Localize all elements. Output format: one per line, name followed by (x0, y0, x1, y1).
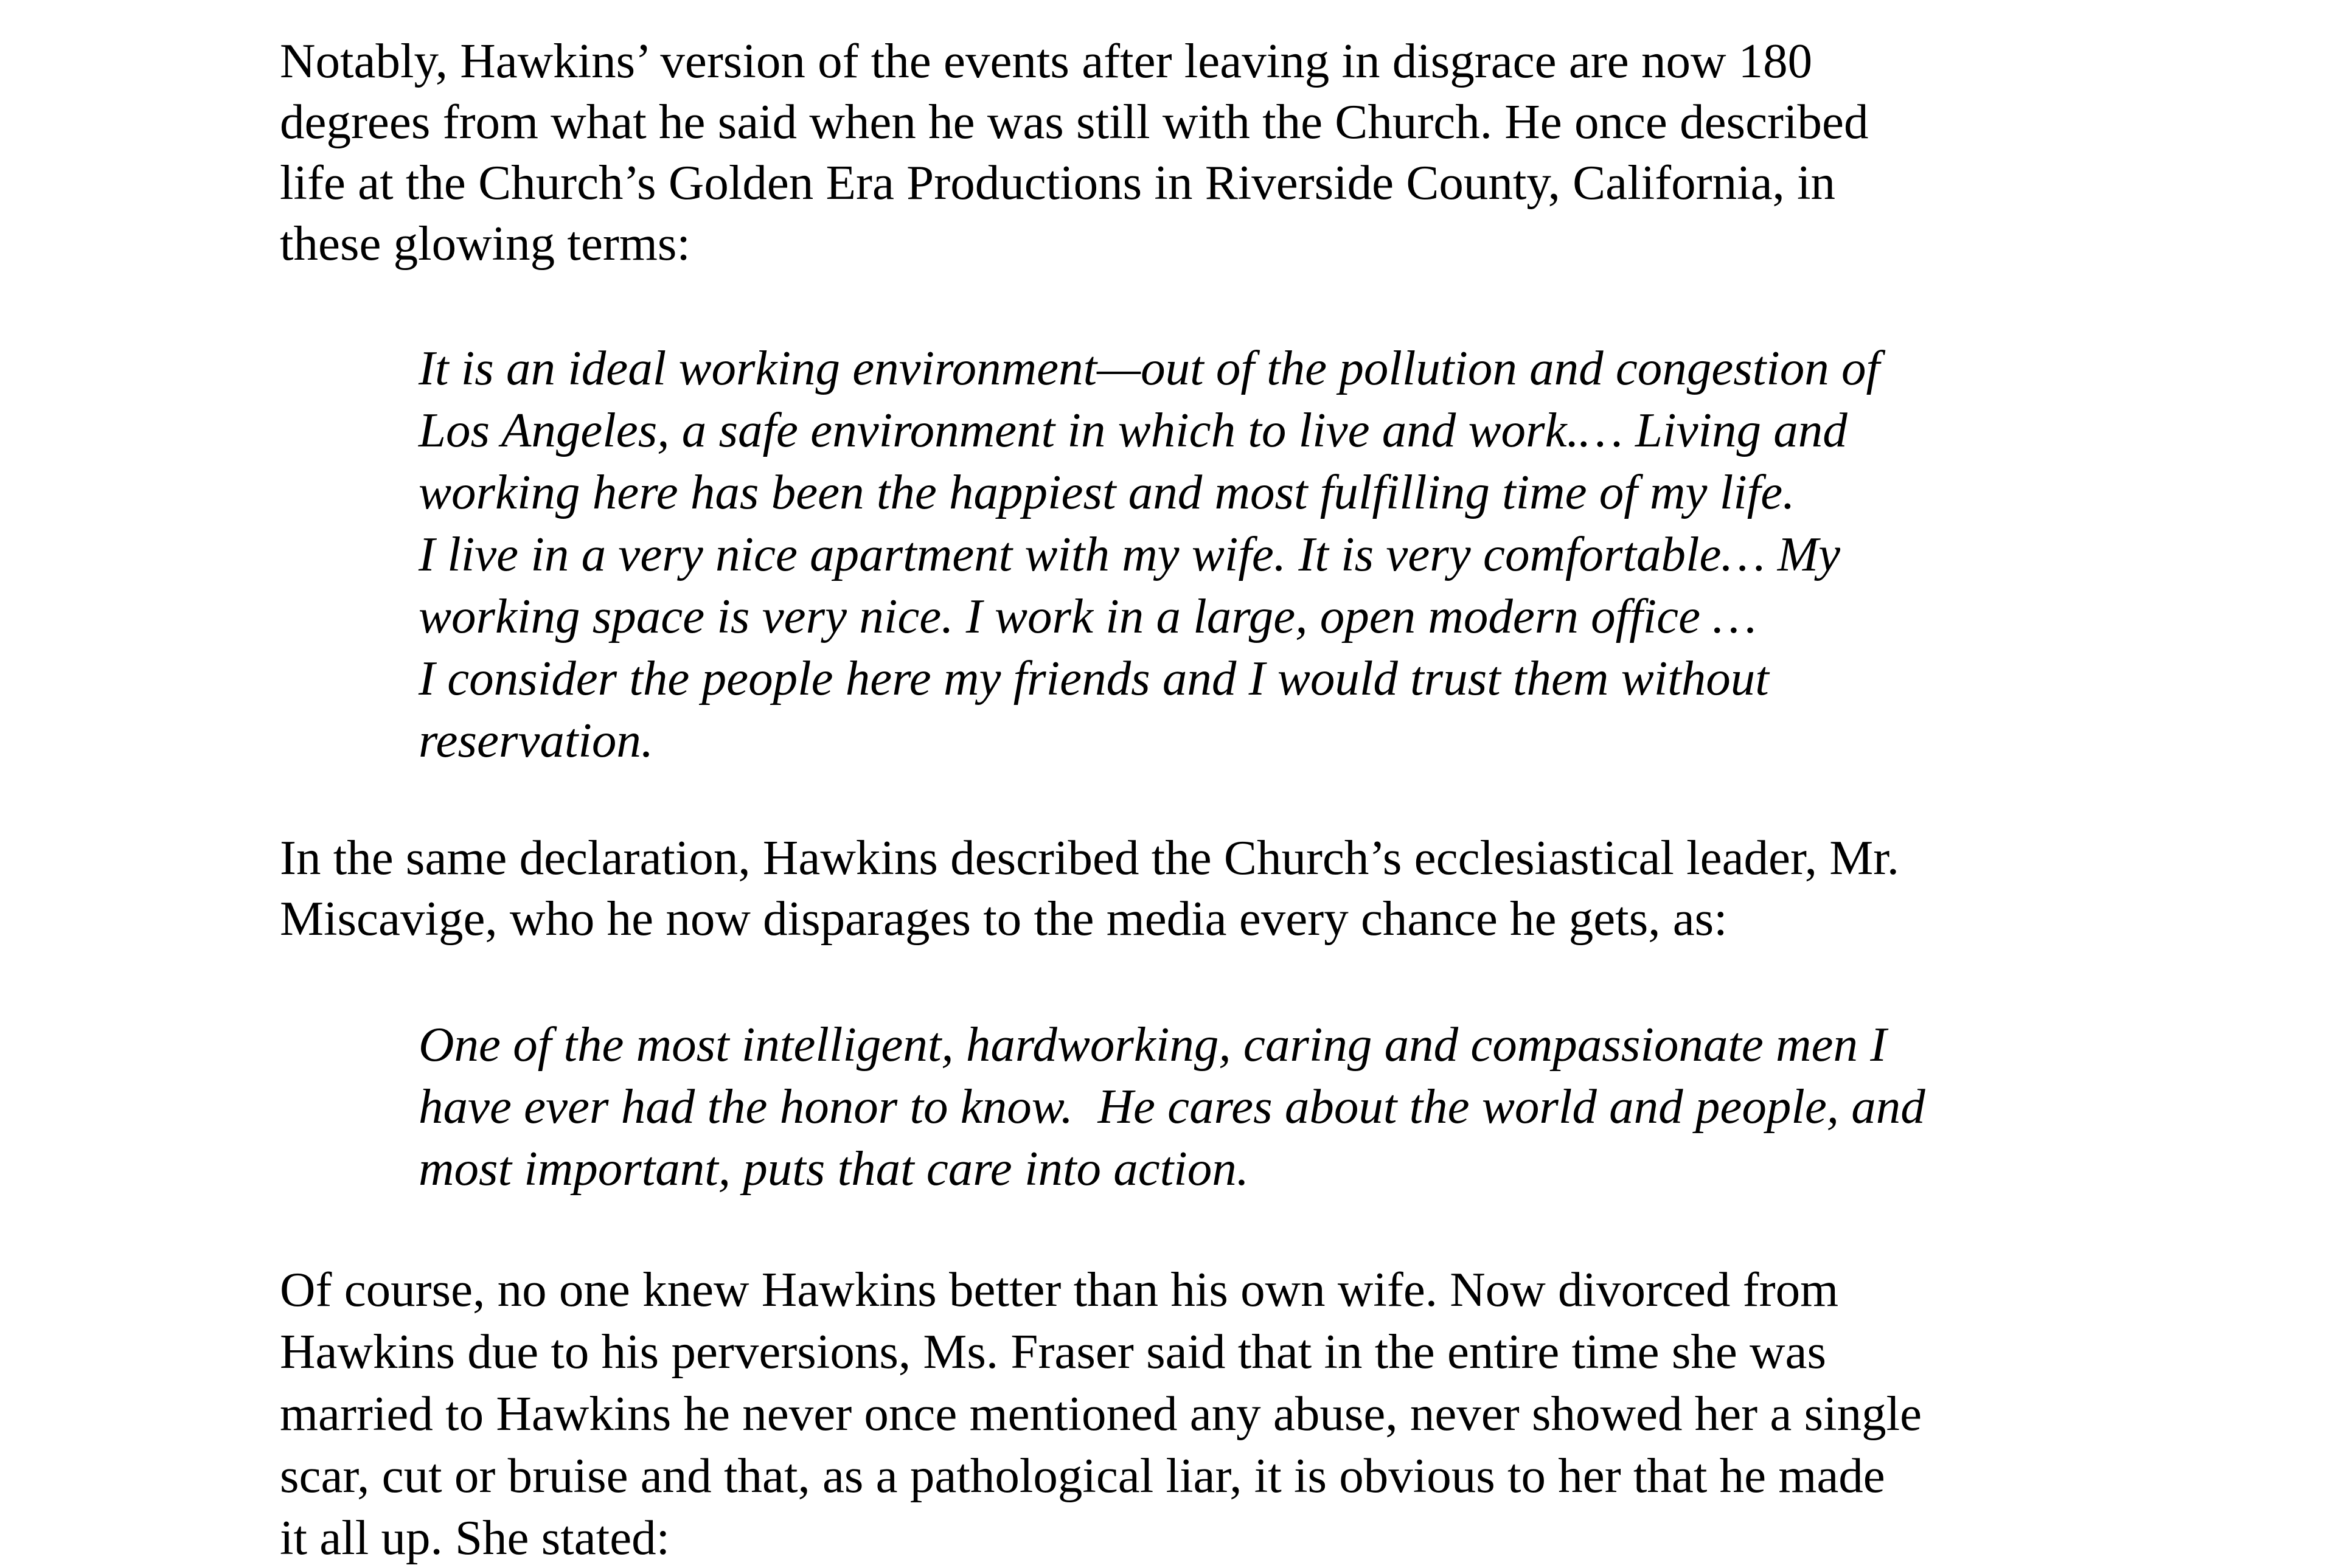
paragraph-3-line-5: it all up. She stated: (280, 1510, 670, 1565)
paragraph-1-line-4: these glowing terms: (280, 216, 690, 271)
paragraph-3-line-4: scar, cut or bruise and that, as a pathological liar, it is obvious to her that he made (280, 1448, 1885, 1503)
quote-1-line-1: It is an ideal working environment—out of the pollution and congestion of (419, 341, 1880, 395)
paragraph-2-line-1: In the same declaration, Hawkins described the Church’s ecclesiastical leader, Mr. (280, 830, 1900, 885)
quote-1-line-6: I consider the people here my friends and I would trust them without (419, 651, 1769, 706)
quote-1-line-3: working here has been the happiest and most fulfilling time of my life. (419, 465, 1795, 519)
quote-1-line-2: Los Angeles, a safe environment in which to live and work.… Living and (419, 403, 1848, 457)
paragraph-1-line-3: life at the Church’s Golden Era Productions in Riverside County, California, in (280, 155, 1836, 210)
quote-2-line-2: have ever had the honor to know. He cares about the world and people, and (419, 1079, 1925, 1134)
paragraph-3-line-3: married to Hawkins he never once mentioned any abuse, never showed her a single (280, 1386, 1922, 1441)
paragraph-3-line-1: Of course, no one knew Hawkins better than his own wife. Now divorced from (280, 1262, 1839, 1317)
quote-1-line-4: I live in a very nice apartment with my wife. It is very comfortable… My (419, 527, 1841, 581)
quote-2-line-3: most important, puts that care into action. (419, 1141, 1249, 1196)
quote-2-line-1: One of the most intelligent, hardworking, caring and compassionate men I (419, 1017, 1887, 1072)
paragraph-1-line-2: degrees from what he said when he was still with the Church. He once described (280, 94, 1869, 149)
quote-1-line-7: reservation. (419, 713, 654, 768)
paragraph-3-line-2: Hawkins due to his perversions, Ms. Fraser said that in the entire time she was (280, 1324, 1827, 1379)
quote-1-line-5: working space is very nice. I work in a large, open modern office … (419, 589, 1757, 644)
paragraph-1-line-1: Notably, Hawkins’ version of the events after leaving in disgrace are now 180 (280, 33, 1813, 88)
paragraph-2-line-2: Miscavige, who he now disparages to the media every chance he gets, as: (280, 891, 1728, 946)
